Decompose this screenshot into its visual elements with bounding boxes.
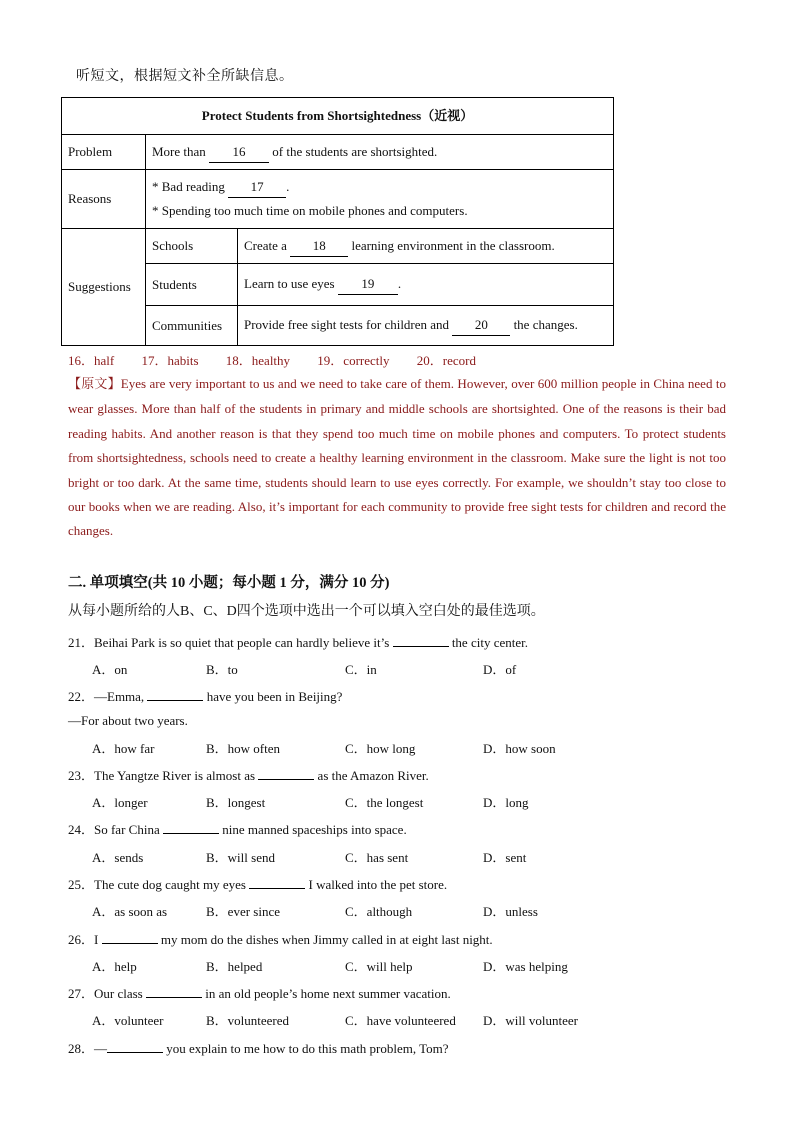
q24-option-b[interactable]: B．will send [206,850,275,865]
q25-option-c[interactable]: C．although [345,904,413,919]
reason1-before: * Bad reading [152,179,225,194]
q23-stem-before: 23．The Yangtze River is almost as [68,768,256,783]
q21-option-b[interactable]: B．to [206,662,238,677]
q23-stem-after: as the Amazon River. [317,768,429,783]
q26-blank [102,931,158,944]
table-title: Protect Students from Shortsightedness（近视） [62,98,614,135]
q21-blank [393,634,449,647]
q28-stem-after: you explain to me how to do this math problem, Tom? [166,1041,449,1056]
q22-stem-after: have you been in Beijing? [206,689,343,704]
answer-17: 17．habits [141,353,199,368]
q26-option-d[interactable]: D．was helping [483,959,568,974]
q27-stem-after: in an old people’s home next summer vacation. [205,986,451,1001]
blank-20: 20 [452,315,510,336]
original-text: Eyes are very important to us and we need to take care of them. However, over 600 million people in China need to wear glasses. More than half of the students in primary and middle schools are shortsighted. One of the reasons is their bad reading habits. And another reason is that they spend too much time on mobile phones and computers. To protect students from shortsightedness, schools need to create a healthy learning environment in the classroom. Make sure the light is not too bright or too dark. At the same time, students should learn to use eyes correctly. For example, we shouldn’t stay too close to our books when we are reading. Also, it’s important for each community to provide free sight tests for children and record the changes. [68,376,726,539]
answer-20: 20．record [416,353,476,368]
q26-option-b[interactable]: B．helped [206,959,263,974]
q25-option-d[interactable]: D．unless [483,904,538,919]
q27-option-c[interactable]: C．have volunteered [345,1013,456,1028]
q21-option-d[interactable]: D．of [483,662,517,677]
question-21 [68,632,528,651]
q27-option-a[interactable]: A．volunteer [92,1013,164,1028]
q22-blank [147,688,203,701]
students-label: Students [146,264,238,306]
q28-stem-before: 28．— [68,1041,108,1056]
original-passage [68,372,726,544]
communities-before: Provide free sight tests for children and [244,317,450,332]
q22-option-d[interactable]: D．how soon [483,741,556,756]
q21-stem-after: the city center. [451,635,528,650]
q22-stem-before: 22．—Emma, [68,689,145,704]
info-table [61,97,614,346]
q21-option-a[interactable]: A．on [92,662,128,677]
q24-option-a[interactable]: A．sends [92,850,144,865]
q28-blank [107,1040,163,1053]
q24-stem-before: 24．So far China [68,822,160,837]
communities-label: Communities [146,306,238,346]
q21-stem-before: 21．Beihai Park is so quiet that people can hardly believe it’s [68,635,390,650]
q25-stem-before: 25．The cute dog caught my eyes [68,877,246,892]
blank-18: 18 [290,236,348,257]
q26-option-c[interactable]: C．will help [345,959,413,974]
schools-before: Create a [244,237,287,253]
question-27 [68,983,451,1002]
listening-instruction: 听短文，根据短文补全所缺信息。 [76,69,294,84]
schools-cell [238,229,614,264]
q23-option-a[interactable]: A．longer [92,795,148,810]
question-24 [68,819,407,838]
question-26 [68,929,493,948]
blank-17: 17 [228,177,286,198]
suggestions-label: Suggestions [62,229,146,346]
q24-blank [163,821,219,834]
answer-19: 19．correctly [317,353,390,368]
q23-option-d[interactable]: D．long [483,795,529,810]
q24-option-c[interactable]: C．has sent [345,850,409,865]
reasons-cell [146,170,614,229]
q23-blank [258,767,314,780]
schools-label: Schools [146,229,238,264]
q27-stem-before: 27．Our class [68,986,143,1001]
problem-cell [146,135,614,170]
q25-option-b[interactable]: B．ever since [206,904,281,919]
communities-cell [238,306,614,346]
q24-option-d[interactable]: D．sent [483,850,527,865]
q21-option-c[interactable]: C．in [345,662,377,677]
section-instruction: 从每小题所给的人B、C、D四个选项中选出一个可以填入空白处的最佳选项。 [68,604,545,619]
q25-stem-after: I walked into the pet store. [308,877,448,892]
question-25 [68,874,447,893]
problem-label: Problem [62,135,146,170]
q23-option-c[interactable]: C．the longest [345,795,424,810]
q24-stem-after: nine manned spaceships into space. [222,822,407,837]
q26-stem-after: my mom do the dishes when Jimmy called in at eight last night. [160,932,493,947]
communities-after: the changes. [513,317,578,332]
problem-text-after: of the students are shortsighted. [272,143,438,159]
blank-16: 16 [209,142,269,163]
question-23 [68,765,429,784]
section-title: 二. 单项填空(共 10 小题；每小题 1 分，满分 10 分) [68,575,390,591]
q25-option-a[interactable]: A．as soon as [92,904,168,919]
q26-stem-before: 26．I [68,932,99,947]
question-28 [68,1038,449,1057]
students-before: Learn to use eyes [244,276,335,291]
answer-18: 18．healthy [225,353,291,368]
q23-option-b[interactable]: B．longest [206,795,266,810]
q27-option-d[interactable]: D．will volunteer [483,1013,578,1028]
q22-response: —For about two years. [68,713,188,728]
q27-option-b[interactable]: B．volunteered [206,1013,290,1028]
blank-19: 19 [338,274,398,295]
q25-blank [249,876,305,889]
schools-after: learning environment in the classroom. [351,237,555,253]
q22-option-a[interactable]: A．how far [92,741,155,756]
students-after: . [397,276,402,291]
students-cell [238,264,614,306]
reason1-after: . [286,179,290,194]
answer-key [68,350,498,369]
reason2: * Spending too much time on mobile phones and computers. [152,203,468,218]
q22-option-c[interactable]: C．how long [345,741,416,756]
q22-option-b[interactable]: B．how often [206,741,281,756]
question-22 [68,686,342,705]
answer-16: 16．half [68,353,115,368]
reasons-label: Reasons [62,170,146,229]
q27-blank [146,985,202,998]
problem-text-before: More than [152,143,206,159]
original-tag: 【原文】 [68,377,121,392]
q26-option-a[interactable]: A．help [92,959,137,974]
